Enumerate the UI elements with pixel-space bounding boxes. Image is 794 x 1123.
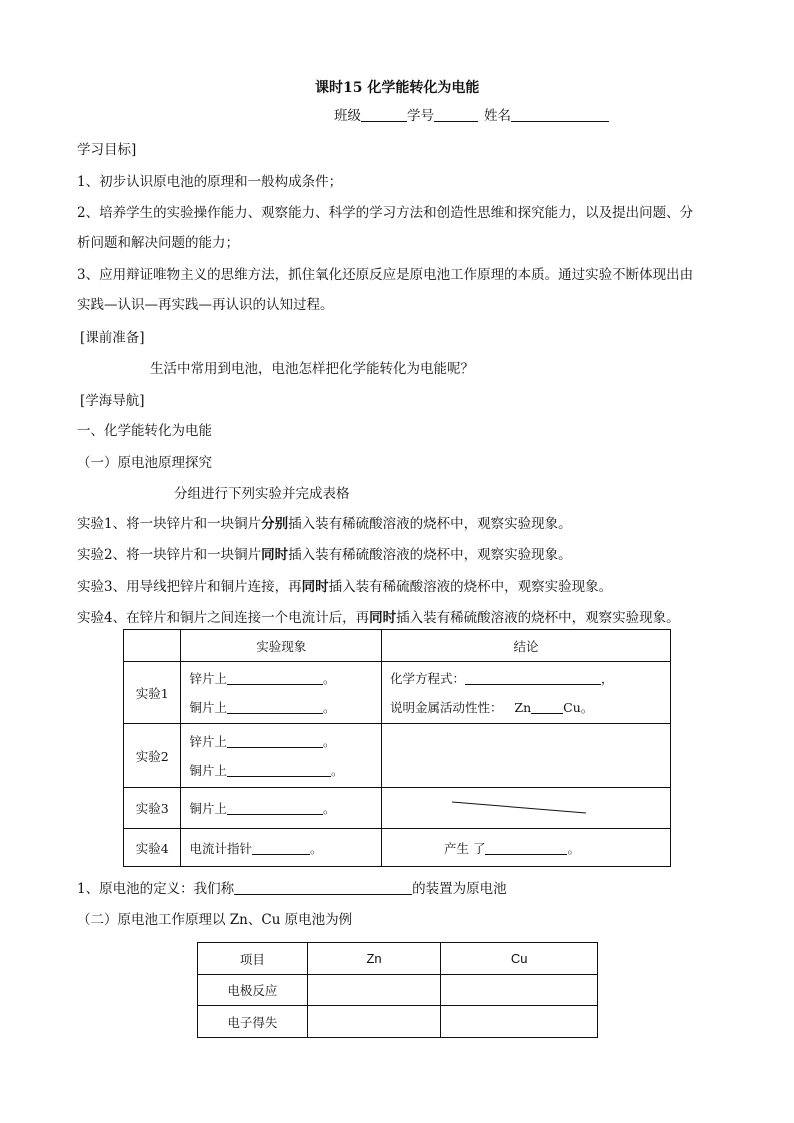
row-label-4: 实验4 bbox=[124, 829, 181, 867]
goal-2-line1: 2、培养学生的实验操作能力、观察能力、科学的学习方法和创造性思维和探究能力，以及提出问题、分 bbox=[77, 205, 694, 221]
zn-reaction-cell[interactable] bbox=[307, 975, 441, 1006]
cu-electron-cell[interactable] bbox=[441, 1006, 598, 1038]
row-label-3: 实验3 bbox=[124, 788, 181, 829]
experiment-4: 实验4、在锌片和铜片之间连接一个电流计后，再同时插入装有稀硫酸溶液的烧杯中，观察实验现象。 bbox=[77, 610, 680, 626]
subsection-2-title: （二）原电池工作原理以 Zn、Cu 原电池为例 bbox=[77, 912, 353, 928]
section-1-title: 一、化学能转化为电能 bbox=[77, 423, 212, 439]
r3-cu-blank[interactable] bbox=[227, 800, 323, 815]
experiment-2: 实验2、将一块锌片和一块铜片同时插入装有稀硫酸溶液的烧杯中，观察实验现象。 bbox=[77, 547, 572, 563]
needle-blank[interactable] bbox=[252, 840, 310, 855]
produce-blank[interactable] bbox=[485, 840, 567, 855]
student-info bbox=[334, 104, 609, 124]
row4-conclusion: 产生 了 。 bbox=[381, 829, 670, 867]
guide-heading: [学海导航] bbox=[80, 393, 145, 409]
r2-cu-blank[interactable] bbox=[227, 762, 331, 777]
definition: 1、原电池的定义：我们称 的装置为原电池 bbox=[77, 881, 507, 897]
equation-blank[interactable] bbox=[465, 670, 601, 685]
goal-2-line2: 析问题和解决问题的能力； bbox=[77, 235, 239, 251]
class-blank[interactable] bbox=[361, 107, 407, 122]
name-blank[interactable] bbox=[511, 107, 609, 122]
row-label-2: 实验2 bbox=[124, 724, 181, 788]
page-title: 课时15 化学能转化为电能 bbox=[315, 80, 480, 96]
goal-3-line1: 3、应用辩证唯物主义的思维方法，抓住氧化还原反应是原电池工作原理的本质。通过实验不断体现出由 bbox=[77, 267, 694, 283]
row2-conclusion[interactable] bbox=[381, 724, 670, 788]
row1-phenomenon: 锌片上 。 铜片上 。 bbox=[181, 662, 382, 724]
goals-heading: 学习目标] bbox=[77, 142, 137, 158]
r1-cu-blank[interactable] bbox=[227, 699, 323, 714]
principle-table bbox=[197, 942, 598, 1038]
goal-1: 1、初步认识原电池的原理和一般构成条件； bbox=[77, 174, 343, 190]
conclusion-header: 结论 bbox=[381, 630, 670, 662]
definition-blank[interactable] bbox=[234, 880, 412, 895]
prep-heading: [课前准备] bbox=[80, 330, 145, 346]
number-blank[interactable] bbox=[434, 107, 478, 122]
experiment-1: 实验1、将一块锌片和一块铜片分别插入装有稀硫酸溶液的烧杯中，观察实验现象。 bbox=[77, 516, 572, 532]
row3-phenomenon: 铜片上 。 bbox=[181, 788, 382, 829]
class-label: 班级 bbox=[334, 108, 361, 124]
row-electron-transfer: 电子得失 bbox=[198, 1006, 308, 1038]
cu-header: Cu bbox=[441, 943, 598, 975]
instruction: 分组进行下列实验并完成表格 bbox=[174, 486, 350, 502]
prep-question: 生活中常用到电池，电池怎样把化学能转化为电能呢？ bbox=[150, 361, 474, 377]
row-electrode-reaction: 电极反应 bbox=[198, 975, 308, 1006]
cu-reaction-cell[interactable] bbox=[441, 975, 598, 1006]
zn-header: Zn bbox=[307, 943, 441, 975]
activity-blank[interactable] bbox=[531, 699, 563, 714]
strike-line bbox=[382, 788, 670, 828]
item-header: 项目 bbox=[198, 943, 308, 975]
row2-phenomenon: 锌片上 。 铜片上 。 bbox=[181, 724, 382, 788]
row4-phenomenon: 电流计指针 。 bbox=[181, 829, 382, 867]
experiment-3: 实验3、用导线把锌片和铜片连接，再同时插入装有稀硫酸溶液的烧杯中，观察实验现象。 bbox=[77, 579, 613, 595]
goal-3-line2: 实践—认识—再实践—再认识的认知过程。 bbox=[77, 297, 334, 313]
r2-zn-blank[interactable] bbox=[227, 733, 323, 748]
row-label-1: 实验1 bbox=[124, 662, 181, 724]
number-label: 学号 bbox=[407, 108, 434, 124]
name-label: 姓名 bbox=[484, 108, 511, 124]
r1-zn-blank[interactable] bbox=[227, 670, 323, 685]
row1-conclusion: 化学方程式： ， 说明金属活动性性： Zn Cu。 bbox=[381, 662, 670, 724]
subsection-1-title: （一）原电池原理探究 bbox=[77, 455, 212, 471]
row3-conclusion bbox=[381, 788, 670, 829]
phenomenon-header: 实验现象 bbox=[181, 630, 382, 662]
zn-electron-cell[interactable] bbox=[307, 1006, 441, 1038]
experiment-table bbox=[123, 629, 671, 867]
